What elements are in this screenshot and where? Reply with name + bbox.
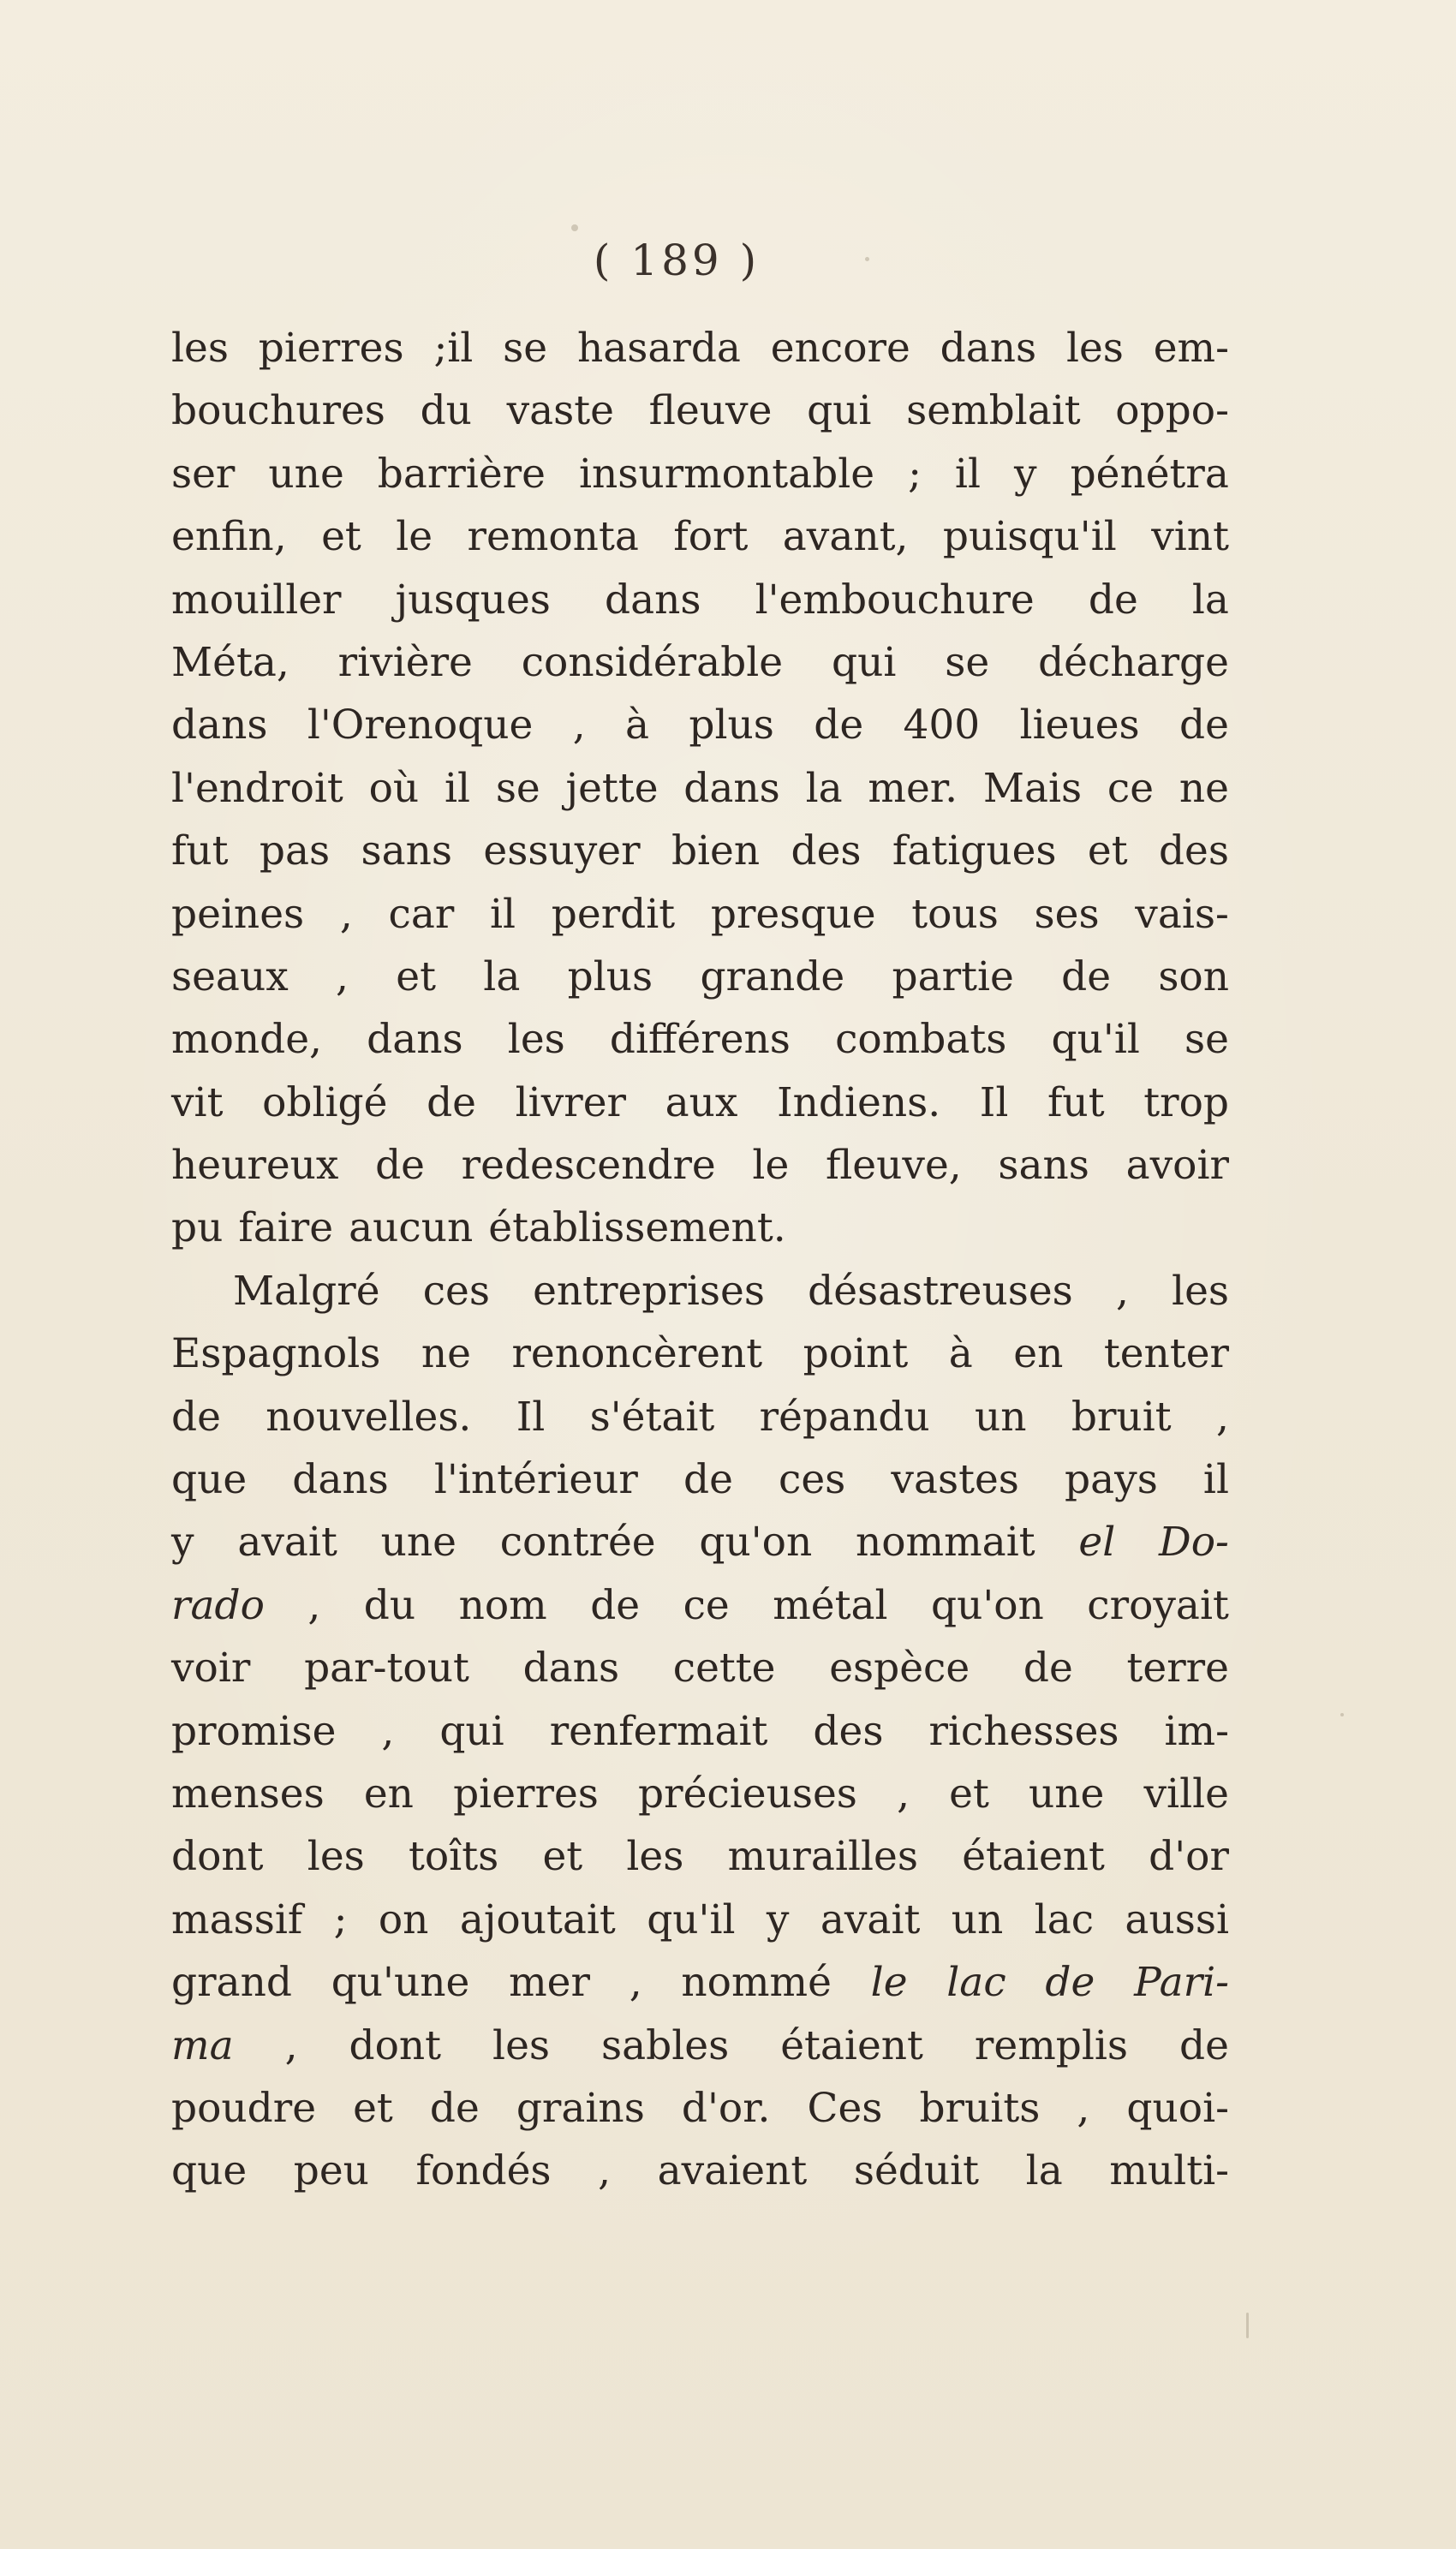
word: bouchures <box>171 387 385 435</box>
word: l'embouchure <box>755 576 1035 624</box>
word: dont <box>349 2021 442 2069</box>
word: considérable <box>521 638 784 686</box>
word: grains <box>516 2084 645 2132</box>
word: en <box>363 1770 414 1818</box>
word: , <box>629 1959 642 2007</box>
word: les <box>1065 325 1124 372</box>
word: il <box>954 450 981 498</box>
paper-speck <box>571 224 578 231</box>
word: ajoutait <box>459 1895 616 1943</box>
text-line <box>171 946 1229 1008</box>
word: fleuve, <box>825 1142 962 1190</box>
word: , <box>336 952 349 1000</box>
text-line <box>171 1574 1229 1637</box>
text-line <box>171 1134 1229 1197</box>
word: mer. <box>868 764 958 812</box>
word: un <box>951 1895 1004 1943</box>
word: Indiens. <box>777 1078 941 1126</box>
word: pierres <box>258 325 404 372</box>
word: et <box>949 1770 989 1818</box>
word: 400 <box>903 701 981 749</box>
word: semblait <box>906 387 1081 435</box>
word: Il <box>516 1393 546 1441</box>
word: puisqu'il <box>942 513 1117 561</box>
word: aucun <box>349 1204 474 1252</box>
word: croyait <box>1087 1581 1229 1629</box>
text-line <box>171 2015 1229 2077</box>
word: hasarda <box>576 325 741 372</box>
word: remplis <box>974 2021 1129 2069</box>
word: remonta <box>467 513 639 561</box>
word: y <box>171 1519 194 1567</box>
word: trop <box>1143 1078 1229 1126</box>
word: étaient <box>780 2021 923 2069</box>
word: mer <box>509 1959 590 2007</box>
word: bien <box>671 827 761 875</box>
word: qui <box>831 638 897 686</box>
word: peines <box>171 890 305 938</box>
word: une <box>380 1519 456 1567</box>
text-line <box>171 379 1229 442</box>
word: ne <box>1179 764 1229 812</box>
text-line <box>171 1322 1229 1385</box>
word: les <box>492 2021 551 2069</box>
word: il <box>1202 1456 1229 1504</box>
word: ma <box>171 2021 234 2069</box>
paper-speck <box>865 257 869 261</box>
word: espèce <box>829 1645 970 1692</box>
word: un <box>975 1393 1027 1441</box>
word: nommait <box>855 1519 1035 1567</box>
word: le <box>396 513 433 561</box>
word: par-tout <box>304 1645 469 1692</box>
word: nom <box>458 1581 547 1629</box>
word: ces <box>422 1267 490 1315</box>
word: ne <box>421 1330 471 1378</box>
word: plus <box>689 701 774 749</box>
word: sans <box>361 827 453 875</box>
word: jusques <box>395 576 551 624</box>
word: fatigues <box>892 827 1057 875</box>
word: la <box>1191 576 1229 624</box>
word: son <box>1158 952 1229 1000</box>
word: , <box>307 1581 321 1629</box>
word: multi- <box>1109 2147 1229 2195</box>
word: de <box>683 1456 733 1504</box>
word: oppo- <box>1115 387 1229 435</box>
word: murailles <box>727 1833 918 1881</box>
word: quoi- <box>1126 2084 1229 2132</box>
word: se <box>495 764 540 812</box>
word: fondés <box>415 2147 552 2195</box>
word: séduit <box>853 2147 980 2195</box>
word: ; <box>333 1895 348 1943</box>
word: Mais <box>982 764 1083 812</box>
word: on <box>378 1895 429 1943</box>
text-line <box>171 1072 1229 1134</box>
text-line <box>171 1511 1229 1573</box>
word: bruits <box>919 2084 1041 2132</box>
word: vais- <box>1135 890 1229 938</box>
word: des <box>1158 827 1229 875</box>
word: ser <box>171 450 236 498</box>
word: plus <box>567 952 653 1000</box>
page-number: ( 189 ) <box>593 236 761 285</box>
word: et <box>1087 827 1128 875</box>
word: voir <box>171 1645 251 1692</box>
word: avait <box>237 1519 337 1567</box>
word: insurmontable <box>578 450 875 498</box>
word: du <box>420 387 472 435</box>
word: ces <box>779 1456 846 1504</box>
word: Il <box>979 1078 1009 1126</box>
text-line <box>171 1260 1229 1322</box>
word: Ces <box>807 2084 883 2132</box>
word: il <box>444 764 471 812</box>
word: contrée <box>499 1519 656 1567</box>
text-line <box>171 1889 1229 1951</box>
word: Méta, <box>171 638 289 686</box>
word: avaient <box>657 2147 808 2195</box>
text-line <box>171 883 1229 946</box>
word: l'endroit <box>171 764 343 812</box>
word: aux <box>665 1078 738 1126</box>
word: les <box>171 325 229 372</box>
word: bruit <box>1071 1393 1172 1441</box>
word: , <box>572 701 586 749</box>
text-line <box>171 820 1229 882</box>
word: différens <box>609 1016 791 1064</box>
word: s'était <box>589 1393 715 1441</box>
text-line <box>171 1448 1229 1511</box>
word: poudre <box>171 2084 317 2132</box>
word: partie <box>892 952 1014 1000</box>
word: vaste <box>506 387 614 435</box>
word: les <box>1172 1267 1229 1315</box>
text-line <box>171 1386 1229 1448</box>
word: , <box>897 1770 910 1818</box>
word: pas <box>259 827 331 875</box>
word: ;il <box>433 325 474 372</box>
word: entreprises <box>533 1267 765 1315</box>
word: seaux <box>171 952 289 1000</box>
text-line <box>171 1825 1229 1888</box>
word: dans <box>605 576 701 624</box>
text-line <box>171 1700 1229 1763</box>
word: vint <box>1151 513 1229 561</box>
word: vastes <box>891 1456 1019 1504</box>
word: nouvelles. <box>266 1393 472 1441</box>
word: de <box>429 2084 480 2132</box>
word: tenter <box>1103 1330 1229 1378</box>
word: qu'il <box>1051 1016 1140 1064</box>
word: menses <box>171 1770 325 1818</box>
word: pays <box>1065 1456 1158 1504</box>
word: pénétra <box>1070 450 1229 498</box>
word: im- <box>1164 1707 1229 1755</box>
word: Espagnols <box>171 1330 381 1378</box>
word: établissement. <box>488 1204 786 1252</box>
word: se <box>945 638 990 686</box>
word: redescendre <box>461 1142 716 1190</box>
word: perdit <box>551 890 676 938</box>
word: ce <box>1107 764 1155 812</box>
word: nommé <box>681 1959 832 2007</box>
text-line <box>171 1763 1229 1825</box>
word: qu'une <box>331 1959 470 2007</box>
text-line <box>171 631 1229 694</box>
word: ce <box>683 1581 730 1629</box>
word: de <box>590 1581 641 1629</box>
word: le <box>752 1142 790 1190</box>
word: presque <box>710 890 876 938</box>
word: , <box>1077 2084 1090 2132</box>
word: avoir <box>1125 1142 1229 1190</box>
word: sables <box>601 2021 730 2069</box>
word: , <box>339 890 353 938</box>
word: point <box>803 1330 909 1378</box>
word: et <box>321 513 361 561</box>
word: toîts <box>408 1833 499 1881</box>
text-line <box>171 1951 1229 2014</box>
word: mouiller <box>171 576 342 624</box>
body-text <box>171 317 1229 2203</box>
word: métal <box>773 1581 888 1629</box>
text-line <box>171 694 1229 756</box>
word: étaient <box>962 1833 1105 1881</box>
text-line <box>171 1197 1229 1259</box>
word: ; <box>908 450 922 498</box>
word: le <box>870 1959 908 2007</box>
word: grand <box>171 1959 292 2007</box>
word: de <box>814 701 864 749</box>
word: et <box>353 2084 393 2132</box>
word: peu <box>293 2147 369 2195</box>
word: enfin, <box>171 513 287 561</box>
word: à <box>948 1330 973 1378</box>
paper-speck <box>1246 2313 1249 2338</box>
word: livrer <box>515 1078 626 1126</box>
word: qu'on <box>930 1581 1044 1629</box>
text-line <box>171 2077 1229 2140</box>
word: et <box>396 952 436 1000</box>
word: , <box>598 2147 612 2195</box>
word: que <box>171 2147 248 2195</box>
text-line <box>171 505 1229 568</box>
text-line <box>171 317 1229 379</box>
word: richesses <box>928 1707 1119 1755</box>
word: sans <box>998 1142 1089 1190</box>
word: la <box>483 952 521 1000</box>
text-line <box>171 569 1229 631</box>
word: qu'il <box>647 1895 736 1943</box>
word: se <box>1184 1016 1229 1064</box>
word: grande <box>700 952 845 1000</box>
word: des <box>813 1707 884 1755</box>
word: encore <box>770 325 910 372</box>
word: faire <box>238 1204 334 1252</box>
word: cette <box>672 1645 776 1692</box>
word: Malgré <box>233 1267 380 1315</box>
word: de <box>1179 701 1229 749</box>
word: la <box>805 764 843 812</box>
word: y <box>766 1895 790 1943</box>
word: où <box>368 764 420 812</box>
word: décharge <box>1038 638 1229 686</box>
word: ses <box>1034 890 1100 938</box>
word: barrière <box>377 450 546 498</box>
word: fleuve <box>648 387 773 435</box>
text-line <box>171 1008 1229 1071</box>
word: dans <box>522 1645 620 1692</box>
word: une <box>1029 1770 1105 1818</box>
word: obligé <box>262 1078 388 1126</box>
word: les <box>507 1016 565 1064</box>
word: dont <box>171 1833 264 1881</box>
word: qu'on <box>699 1519 813 1567</box>
word: rado <box>171 1581 265 1629</box>
word: em- <box>1153 325 1229 372</box>
word: de <box>1023 1645 1073 1692</box>
word: la <box>1025 2147 1063 2195</box>
word: dans <box>171 701 268 749</box>
word: de <box>1179 2021 1229 2069</box>
word: terre <box>1126 1645 1229 1692</box>
word: promise <box>171 1707 337 1755</box>
word: jette <box>565 764 659 812</box>
word: Do- <box>1159 1519 1229 1567</box>
word: les <box>307 1833 365 1881</box>
word: dans <box>292 1456 389 1504</box>
word: fut <box>171 827 229 875</box>
word: renfermait <box>549 1707 768 1755</box>
word: qui <box>807 387 872 435</box>
word: , <box>1215 1393 1229 1441</box>
word: vit <box>171 1078 224 1126</box>
word: dans <box>683 764 780 812</box>
text-line <box>171 757 1229 820</box>
word: Pari- <box>1134 1959 1229 2007</box>
word: , <box>1115 1267 1129 1315</box>
word: les <box>626 1833 684 1881</box>
word: aussi <box>1125 1895 1229 1943</box>
text-line <box>171 2140 1229 2202</box>
word: monde, <box>171 1016 322 1064</box>
word: de <box>375 1142 425 1190</box>
word: fort <box>673 513 749 561</box>
word: répandu <box>759 1393 930 1441</box>
word: à <box>625 701 650 749</box>
word: massif <box>171 1895 303 1943</box>
word: il <box>490 890 516 938</box>
word: renoncèrent <box>511 1330 763 1378</box>
text-line <box>171 1637 1229 1699</box>
word: pu <box>171 1204 224 1252</box>
word: et <box>542 1833 583 1881</box>
word: rivière <box>337 638 473 686</box>
word: avant, <box>782 513 909 561</box>
word: de <box>1088 576 1138 624</box>
word: dans <box>367 1016 463 1064</box>
word: essuyer <box>483 827 641 875</box>
word: pierres <box>453 1770 599 1818</box>
word: qui <box>439 1707 504 1755</box>
word: se <box>503 325 548 372</box>
word: , <box>284 2021 298 2069</box>
word: dans <box>940 325 1037 372</box>
word: heureux <box>171 1142 339 1190</box>
word: d'or <box>1149 1833 1229 1881</box>
word: de <box>427 1078 476 1126</box>
word: désastreuses <box>808 1267 1073 1315</box>
word: car <box>388 890 455 938</box>
word: de <box>1045 1959 1095 2007</box>
word: tous <box>911 890 999 938</box>
word: en <box>1013 1330 1064 1378</box>
word: fut <box>1047 1078 1105 1126</box>
word: y <box>1014 450 1037 498</box>
word: el <box>1078 1519 1116 1567</box>
word: de <box>171 1393 221 1441</box>
paper-speck <box>1340 1713 1344 1716</box>
word: ville <box>1143 1770 1229 1818</box>
word: lieues <box>1019 701 1140 749</box>
word: que <box>171 1456 248 1504</box>
word: lac <box>1034 1895 1095 1943</box>
word: d'or. <box>681 2084 771 2132</box>
word: combats <box>835 1016 1007 1064</box>
word: l'Orenoque <box>307 701 534 749</box>
word: l'intérieur <box>433 1456 638 1504</box>
word: précieuses <box>638 1770 857 1818</box>
word: , <box>381 1707 395 1755</box>
word: lac <box>946 1959 1006 2007</box>
word: de <box>1061 952 1112 1000</box>
word: des <box>791 827 862 875</box>
text-line <box>171 443 1229 505</box>
word: une <box>268 450 344 498</box>
word: du <box>363 1581 416 1629</box>
word: avait <box>820 1895 921 1943</box>
